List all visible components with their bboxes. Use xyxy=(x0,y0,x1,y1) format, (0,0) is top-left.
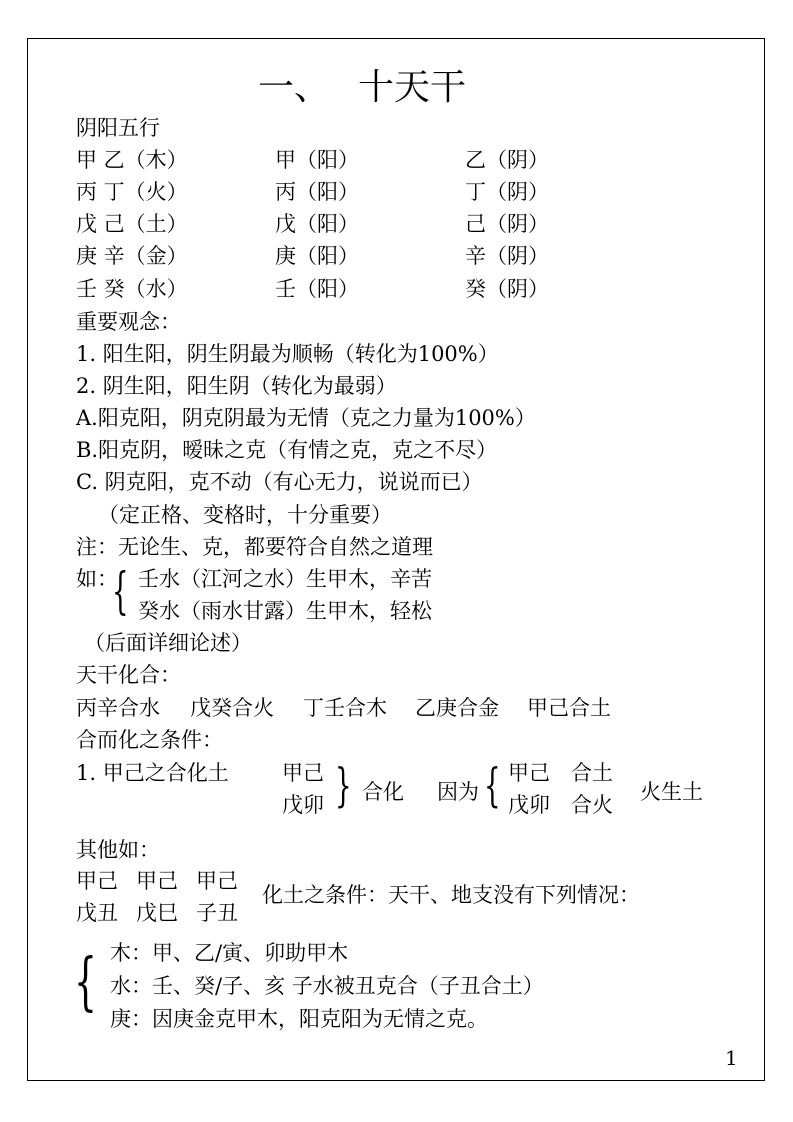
stem-row-yin: 己（阴） xyxy=(465,212,549,236)
stem-row-yin: 辛（阴） xyxy=(465,244,549,268)
stem-row-yang: 丙（阳） xyxy=(275,180,359,204)
section-heading-yinyang: 阴阳五行 xyxy=(76,116,160,140)
section-heading-combine: 天干化合： xyxy=(76,663,181,687)
page-title: 十天干 xyxy=(358,67,467,108)
stack-text: 戊丑 xyxy=(76,901,118,925)
stack-text: 合火 xyxy=(571,793,613,817)
stem-row-yin: 癸（阴） xyxy=(465,277,549,301)
stem-row-yang: 庚（阳） xyxy=(275,244,359,268)
concept-note: 注：无论生、克，都要符合自然之道理 xyxy=(76,535,433,559)
stem-row-yang: 壬（阳） xyxy=(275,277,359,301)
condition-line: 木：甲、乙/寅、卯助甲木 xyxy=(110,941,349,965)
section-heading-others: 其他如： xyxy=(76,838,160,862)
concept-item: C. 阴克阳，克不动（有心无力，说说而已） xyxy=(76,470,483,494)
condition-item: 1. 甲己之合化土 xyxy=(76,761,229,785)
condition-text: 化土之条件：天干、地支没有下列情况： xyxy=(262,883,640,907)
condition-line: 水：壬、癸/子、亥 子水被丑克合（子丑合土） xyxy=(110,974,544,998)
stem-row-element: 戊 己（土） xyxy=(76,212,188,236)
stem-row-element: 甲 乙（木） xyxy=(76,148,188,172)
combine-pair: 甲己合土 xyxy=(527,696,611,720)
condition-line: 庚：因庚金克甲木，阳克阳为无情之克。 xyxy=(110,1007,488,1031)
combine-pair: 丁壬合木 xyxy=(303,696,387,720)
stack-text: 戊卯 xyxy=(282,793,324,817)
stack-text: 甲己 xyxy=(76,869,118,893)
page-number: 1 xyxy=(725,1046,738,1070)
chapter-number: 一、 xyxy=(258,67,331,108)
section-heading-concepts: 重要观念： xyxy=(76,310,181,334)
stack-text: 甲己 xyxy=(508,761,550,785)
stack-text: 合土 xyxy=(571,761,613,785)
stem-row-yin: 丁（阴） xyxy=(465,180,549,204)
concept-item: 1. 阳生阳，阴生阴最为顺畅（转化为100%） xyxy=(76,342,499,366)
concept-item: B.阳克阴，暧昧之克（有情之克，克之不尽） xyxy=(76,438,498,462)
example-line: 壬水（江河之水）生甲木，辛苦 xyxy=(138,567,432,591)
stack-text: 戊巳 xyxy=(136,901,178,925)
left-brace: { xyxy=(74,946,97,1019)
stack-text: 子丑 xyxy=(196,901,238,925)
stem-row-element: 丙 丁（火） xyxy=(76,180,188,204)
stem-row-yang: 甲（阳） xyxy=(275,148,359,172)
stem-row-element: 庚 辛（金） xyxy=(76,244,188,268)
stack-text: 甲己 xyxy=(282,761,324,785)
combine-pair: 戊癸合火 xyxy=(190,696,274,720)
example-prefix: 如： xyxy=(76,567,118,591)
condition-heading: 合而化之条件： xyxy=(76,728,223,752)
later-note: （后面详细论述） xyxy=(84,631,252,655)
because-text: 因为 xyxy=(437,780,479,804)
result-text: 合化 xyxy=(362,780,404,804)
fire-earth-text: 火生土 xyxy=(640,780,703,804)
concept-aside: （定正格、变格时，十分重要） xyxy=(98,503,392,527)
stem-row-yin: 乙（阴） xyxy=(465,148,549,172)
right-brace: } xyxy=(335,760,352,813)
example-line: 癸水（雨水甘露）生甲木，轻松 xyxy=(138,599,432,623)
stack-text: 甲己 xyxy=(136,869,178,893)
combine-pair: 乙庚合金 xyxy=(415,696,499,720)
stem-row-element: 壬 癸（水） xyxy=(76,277,188,301)
concept-item: A.阳克阳，阴克阴最为无情（克之力量为100%） xyxy=(76,406,536,430)
stack-text: 甲己 xyxy=(196,869,238,893)
stem-row-yang: 戊（阳） xyxy=(275,212,359,236)
left-brace: { xyxy=(484,760,501,813)
combine-pair: 丙辛合水 xyxy=(76,696,160,720)
left-brace: { xyxy=(112,564,129,622)
stack-text: 戊卯 xyxy=(508,793,550,817)
concept-item: 2. 阴生阳，阳生阴（转化为最弱） xyxy=(76,374,397,398)
